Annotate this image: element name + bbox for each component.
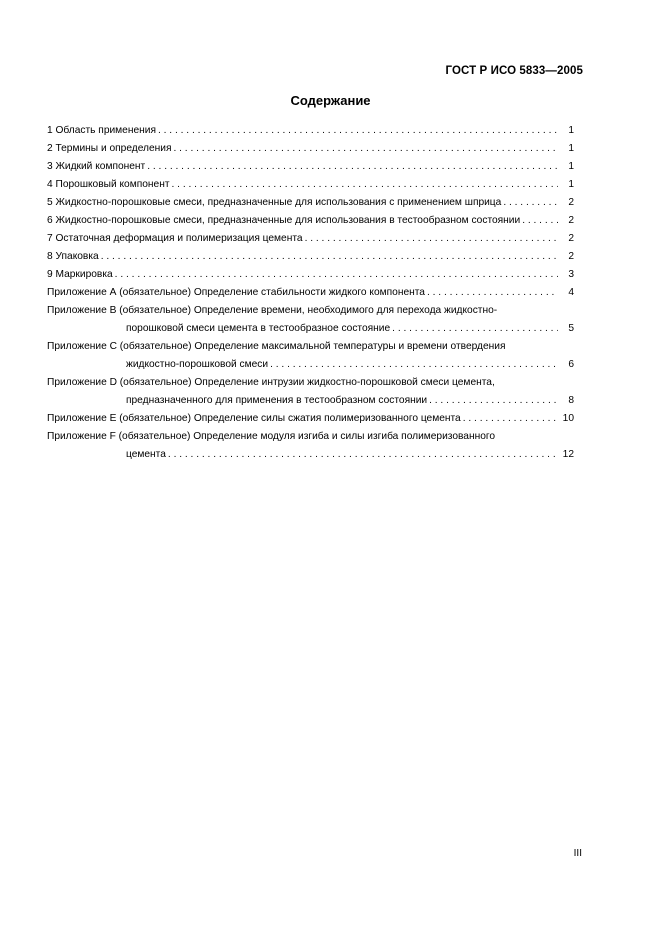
document-designation: ГОСТ Р ИСО 5833—2005 — [445, 65, 583, 77]
toc-entry-label-continuation: порошковой смеси цемента в тестообразное состояние — [126, 323, 391, 334]
leader-dots — [147, 158, 558, 176]
toc-entry[interactable] — [47, 122, 574, 140]
table-of-contents — [47, 122, 574, 464]
toc-entry[interactable] — [47, 194, 574, 212]
toc-entry-page: 5 — [568, 323, 574, 334]
toc-entry-label-continuation: предназначенного для применения в тестообразном состоянии — [126, 395, 428, 406]
leader-dots — [522, 212, 558, 230]
toc-entry-page: 1 — [568, 143, 574, 154]
leader-dots — [172, 176, 559, 194]
toc-entry-page: 6 — [568, 359, 574, 370]
toc-entry-label: 6 Жидкостно-порошковые смеси, предназначенные для использования в тестообразном состоянии — [47, 215, 521, 226]
leader-dots — [429, 392, 558, 410]
toc-entry-page: 2 — [568, 215, 574, 226]
toc-entry[interactable] — [47, 230, 574, 248]
toc-entry-page: 1 — [568, 161, 574, 172]
toc-entry[interactable] — [47, 410, 574, 428]
toc-entry-page: 12 — [562, 449, 574, 460]
toc-entry-page: 10 — [562, 413, 574, 424]
toc-entry[interactable] — [47, 266, 574, 284]
toc-entry[interactable] — [47, 338, 574, 374]
toc-entry-label: Приложение С (обязательное) Определение максимальной температуры и времени отвердения — [47, 341, 506, 352]
toc-entry-label: Приложение А (обязательное) Определение стабильности жидкого компонента — [47, 287, 425, 298]
toc-entry-label-continuation: жидкостно-порошковой смеси — [126, 359, 269, 370]
toc-entry[interactable] — [47, 374, 574, 410]
toc-entry-page: 2 — [568, 233, 574, 244]
leader-dots — [173, 140, 558, 158]
leader-dots — [305, 230, 558, 248]
toc-entry-label: 8 Упаковка — [47, 251, 99, 262]
toc-entry-page: 2 — [568, 197, 574, 208]
toc-title: Содержание — [290, 93, 371, 108]
leader-dots — [270, 356, 558, 374]
toc-entry-label: 9 Маркировка — [47, 269, 113, 280]
leader-dots — [463, 410, 558, 428]
toc-entry-label: Приложение В (обязательное) Определение времени, необходимого для перехода жидкостно- — [47, 305, 498, 316]
toc-entry-page: 1 — [568, 125, 574, 136]
leader-dots — [101, 248, 558, 266]
toc-entry-label: Приложение F (обязательное) Определение модуля изгиба и силы изгиба полимеризованного — [47, 431, 496, 442]
leader-dots — [158, 122, 558, 140]
toc-entry-label: 1 Область применения — [47, 125, 156, 136]
toc-entry[interactable] — [47, 158, 574, 176]
toc-entry-label: 5 Жидкостно-порошковые смеси, предназначенные для использования с применением шприца — [47, 197, 502, 208]
toc-entry-page: 1 — [568, 179, 574, 190]
toc-entry-page: 3 — [568, 269, 574, 280]
leader-dots — [168, 446, 558, 464]
toc-entry-label: Приложение D (обязательное) Определение интрузии жидкостно-порошковой смеси цемента, — [47, 377, 495, 388]
leader-dots — [503, 194, 558, 212]
toc-entry[interactable] — [47, 428, 574, 464]
toc-entry-label: 3 Жидкий компонент — [47, 161, 146, 172]
toc-entry-label: 2 Термины и определения — [47, 143, 172, 154]
toc-entry-label-continuation: цемента — [126, 449, 166, 460]
toc-entry[interactable] — [47, 140, 574, 158]
toc-entry-page: 4 — [568, 287, 574, 298]
toc-entry[interactable] — [47, 284, 574, 302]
leader-dots — [392, 320, 558, 338]
toc-entry-label: 4 Порошковый компонент — [47, 179, 170, 190]
toc-entry-page: 2 — [568, 251, 574, 262]
toc-entry[interactable] — [47, 302, 574, 338]
leader-dots — [427, 284, 558, 302]
toc-entry-label: 7 Остаточная деформация и полимеризация цемента — [47, 233, 303, 244]
toc-entry-label: Приложение Е (обязательное) Определение силы сжатия полимеризованного цемента — [47, 413, 461, 424]
toc-entry[interactable] — [47, 212, 574, 230]
leader-dots — [115, 266, 558, 284]
toc-entry[interactable] — [47, 176, 574, 194]
page-number: III — [573, 848, 582, 859]
toc-entry[interactable] — [47, 248, 574, 266]
toc-entry-page: 8 — [568, 395, 574, 406]
